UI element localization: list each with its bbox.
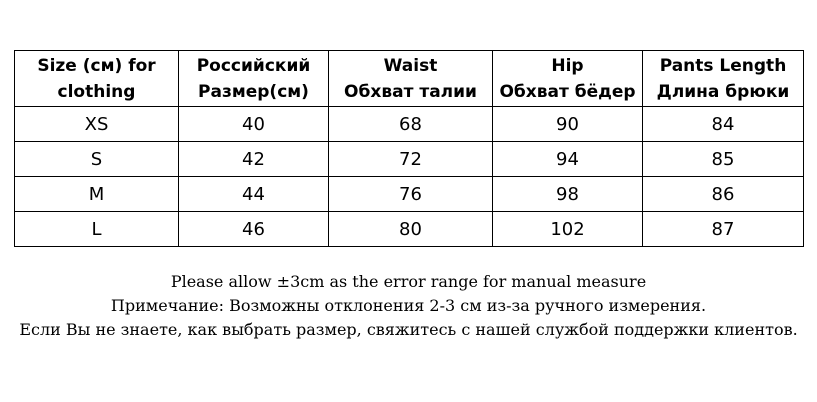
header-label: Size (см) for (37, 55, 156, 76)
header-pants-length (643, 51, 804, 107)
cell-hip: 90 (493, 107, 643, 142)
cell-size: S (15, 142, 179, 177)
cell-size: M (15, 177, 179, 212)
table-header-row (15, 51, 804, 107)
cell-hip: 102 (493, 212, 643, 247)
header-label: Российский (196, 55, 311, 76)
cell-waist: 72 (329, 142, 493, 177)
measurement-notes (0, 270, 817, 342)
cell-russian-size: 40 (179, 107, 329, 142)
size-chart-table (14, 50, 804, 247)
cell-pants-length: 84 (643, 107, 804, 142)
cell-pants-length: 86 (643, 177, 804, 212)
table-row (15, 142, 804, 177)
cell-size: XS (15, 107, 179, 142)
note-contact-support: Если Вы не знаете, как выбрать размер, свяжитесь с нашей службой поддержки клиентов. (19, 320, 798, 339)
table-row (15, 107, 804, 142)
header-label: Обхват талии (344, 81, 477, 102)
note-error-range: Please allow ±3cm as the error range for manual measure (170, 272, 647, 291)
header-russian-size (179, 51, 329, 107)
cell-hip: 98 (493, 177, 643, 212)
cell-russian-size: 46 (179, 212, 329, 247)
cell-waist: 68 (329, 107, 493, 142)
header-label: Pants Length (659, 55, 787, 76)
note-measurement-deviation: Примечание: Возможны отклонения 2-3 см из-за ручного измерения. (110, 296, 707, 315)
cell-hip: 94 (493, 142, 643, 177)
header-label: Hip (551, 55, 584, 76)
header-size (15, 51, 179, 107)
cell-pants-length: 85 (643, 142, 804, 177)
header-label: Размер(см) (198, 81, 309, 102)
cell-pants-length: 87 (643, 212, 804, 247)
header-label: Waist (383, 55, 438, 76)
cell-russian-size: 44 (179, 177, 329, 212)
cell-waist: 80 (329, 212, 493, 247)
header-hip (493, 51, 643, 107)
header-label: clothing (57, 81, 136, 102)
cell-waist: 76 (329, 177, 493, 212)
header-label: Обхват бёдер (499, 81, 636, 102)
cell-size: L (15, 212, 179, 247)
table-row (15, 212, 804, 247)
table-row (15, 177, 804, 212)
cell-russian-size: 42 (179, 142, 329, 177)
header-label: Длина брюки (656, 81, 790, 102)
header-waist (329, 51, 493, 107)
